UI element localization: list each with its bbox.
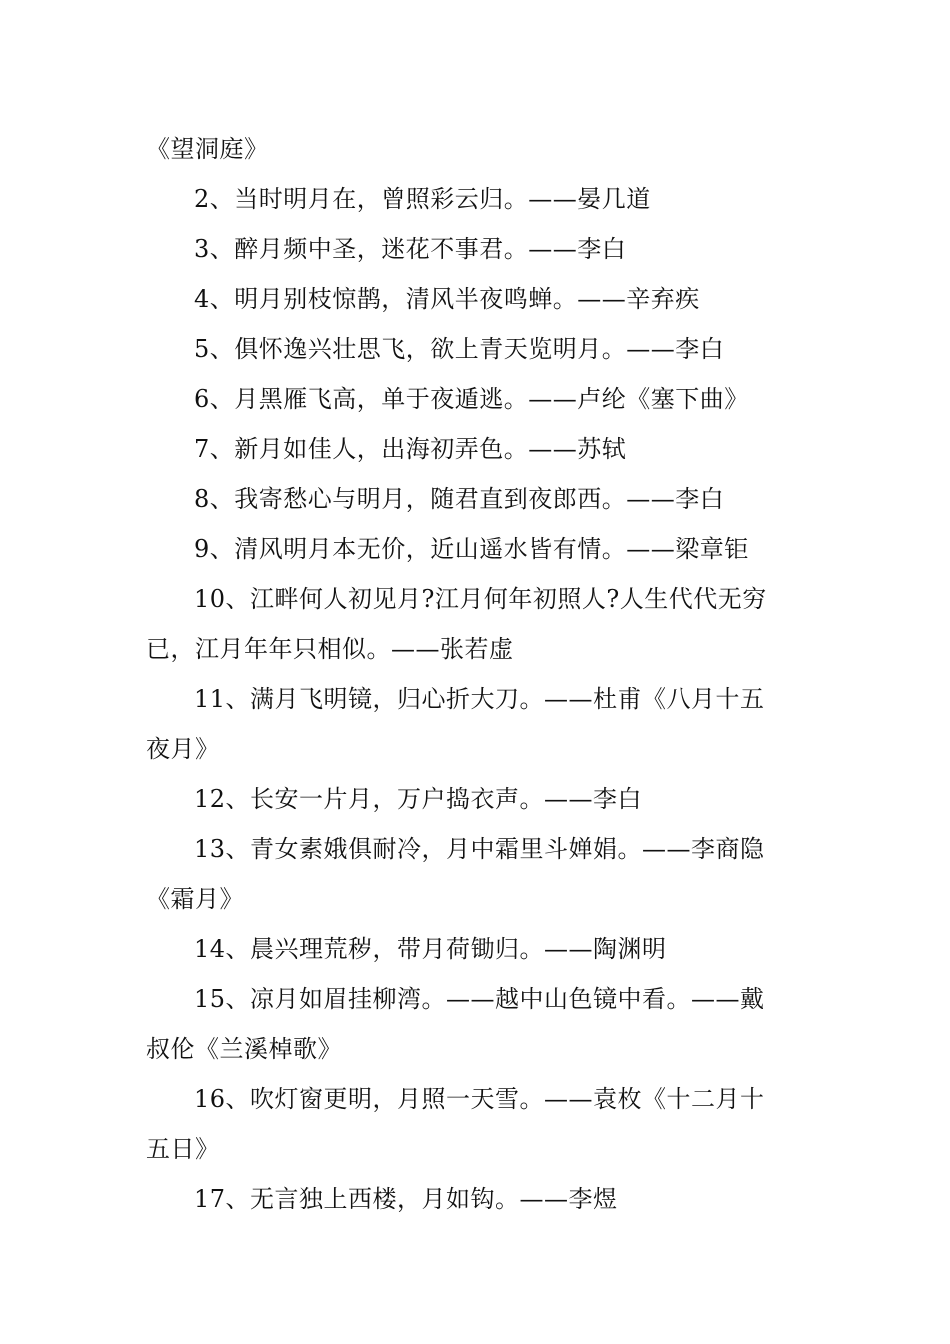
quote-line: 8、我寄愁心与明月，随君直到夜郎西。——李白 [194,485,725,513]
quote-line: 15、凉月如眉挂柳湾。——越中山色镜中看。——戴 [194,985,765,1013]
quote-line-continuation: 已，江月年年只相似。——张若虚 [146,635,514,663]
quote-line: 11、满月飞明镜，归心折大刀。——杜甫《八月十五 [194,685,765,713]
text-line: 《望洞庭》 [146,135,269,163]
quote-line: 2、当时明月在，曾照彩云归。——晏几道 [194,185,651,213]
quote-line: 17、无言独上西楼，月如钩。——李煜 [194,1185,618,1213]
quote-line: 7、新月如佳人，出海初弄色。——苏轼 [194,435,627,463]
quote-line: 10、江畔何人初见月?江月何年初照人?人生代代无穷 [194,585,767,613]
quote-line: 3、醉月频中圣，迷花不事君。——李白 [194,235,627,263]
quote-line-continuation: 五日》 [146,1135,220,1163]
quote-line: 12、长安一片月，万户捣衣声。——李白 [194,785,643,813]
quote-line-continuation: 《霜月》 [146,885,244,913]
quote-line: 5、俱怀逸兴壮思飞，欲上青天览明月。——李白 [194,335,725,363]
quote-line: 16、吹灯窗更明，月照一天雪。——袁枚《十二月十 [194,1085,765,1113]
quote-line-continuation: 叔伦《兰溪棹歌》 [146,1035,342,1063]
quote-line: 13、青女素娥俱耐冷，月中霜里斗婵娟。——李商隐 [194,835,765,863]
quote-line: 4、明月别枝惊鹊，清风半夜鸣蝉。——辛弃疾 [194,285,700,313]
quote-line: 14、晨兴理荒秽，带月荷锄归。——陶渊明 [194,935,667,963]
quote-line: 6、月黑雁飞高，单于夜遁逃。——卢纶《塞下曲》 [194,385,749,413]
quote-line: 9、清风明月本无价，近山遥水皆有情。——梁章钜 [194,535,749,563]
poem-quote-list [146,124,808,1224]
quote-line-continuation: 夜月》 [146,735,220,763]
